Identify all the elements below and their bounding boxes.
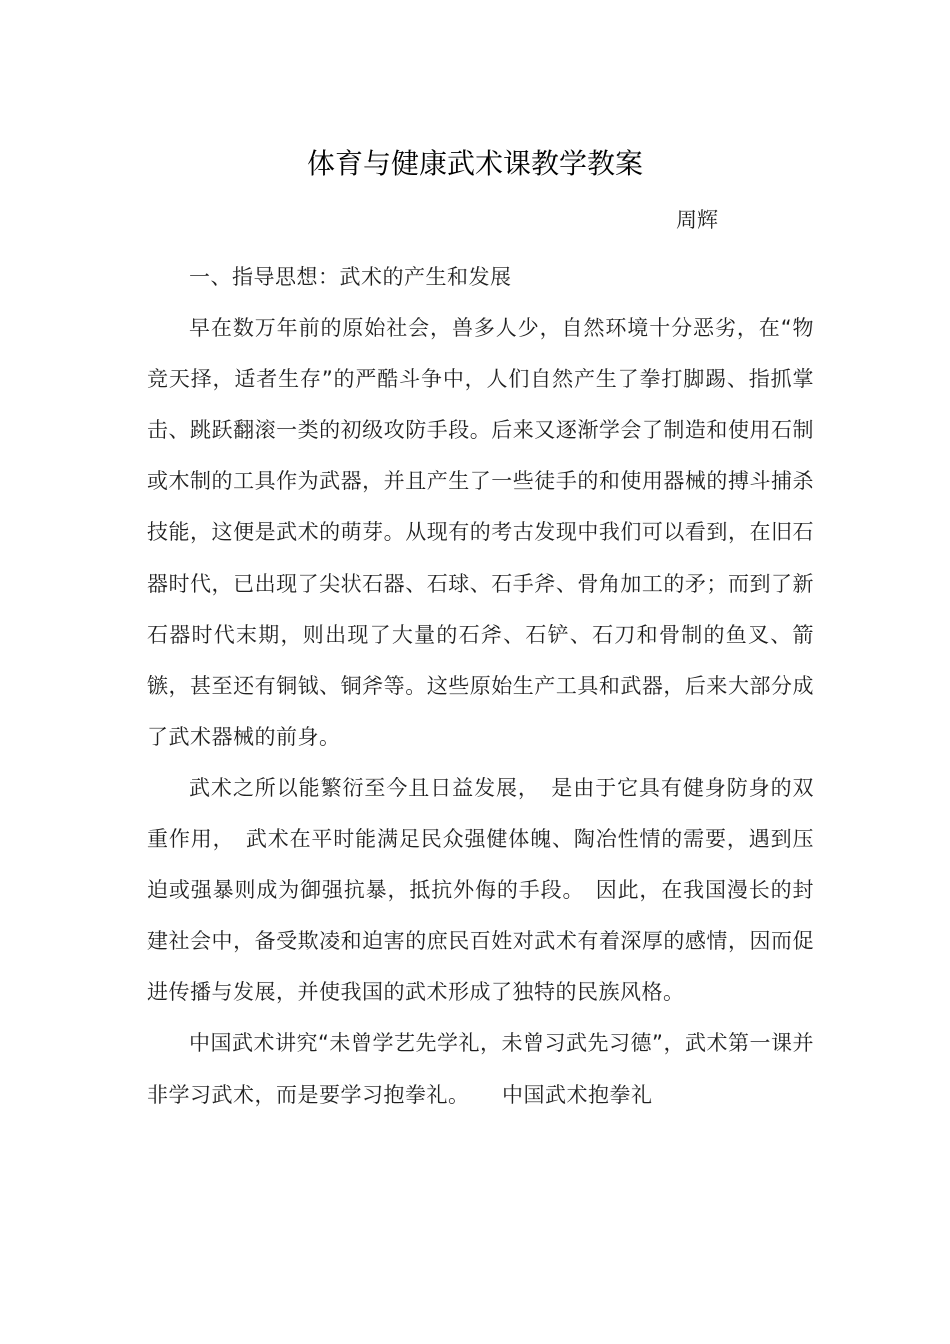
document-title: 体育与健康武术课教学教案 — [306, 147, 643, 180]
paragraph-etiquette: 中国武术讲究“未曾学艺先学礼，未曾习武先习德”，武术第一课并非学习武术，而是要学习抱拳礼。 中国武术抱拳礼 — [147, 1031, 814, 1107]
document-body — [147, 252, 814, 1121]
section-heading: 一、指导思想：武术的产生和发展 — [189, 265, 512, 289]
paragraph-origin: 早在数万年前的原始社会，兽多人少，自然环境十分恶劣，在“物竞天择，适者生存”的严酷斗争中，人们自然产生了拳打脚踢、指抓掌击、跳跃翻滚一类的初级攻防手段。后来又逐渐学会了制造和使用石制或木制的工具作为武器，并且产生了一些徒手的和使用器械的搏斗捕杀技能，这便是武术的萌芽。从现有的考古发现中我们可以看到，在旧石器时代，已出现了尖状石器、石球、石手斧、骨角加工的矛；而到了新石器时代末期，则出现了大量的石斧、石铲、石刀和骨制的鱼叉、箭镞，甚至还有铜钺、铜斧等。这些原始生产工具和武器，后来大部分成了武术器械的前身。 — [147, 316, 814, 749]
author-name: 周辉 — [676, 208, 718, 232]
paragraph-development: 武术之所以能繁衍至今且日益发展， 是由于它具有健身防身的双重作用， 武术在平时能满足民众强健体魄、陶冶性情的需要，遇到压迫或强暴则成为御强抗暴，抵抗外侮的手段。 因此，在我国漫长的封建社会中，备受欺凌和迫害的庶民百姓对武术有着深厚的感情，因而促进传播与发展，并使我国的武术形成了独特的民族风格。 — [147, 775, 814, 1005]
